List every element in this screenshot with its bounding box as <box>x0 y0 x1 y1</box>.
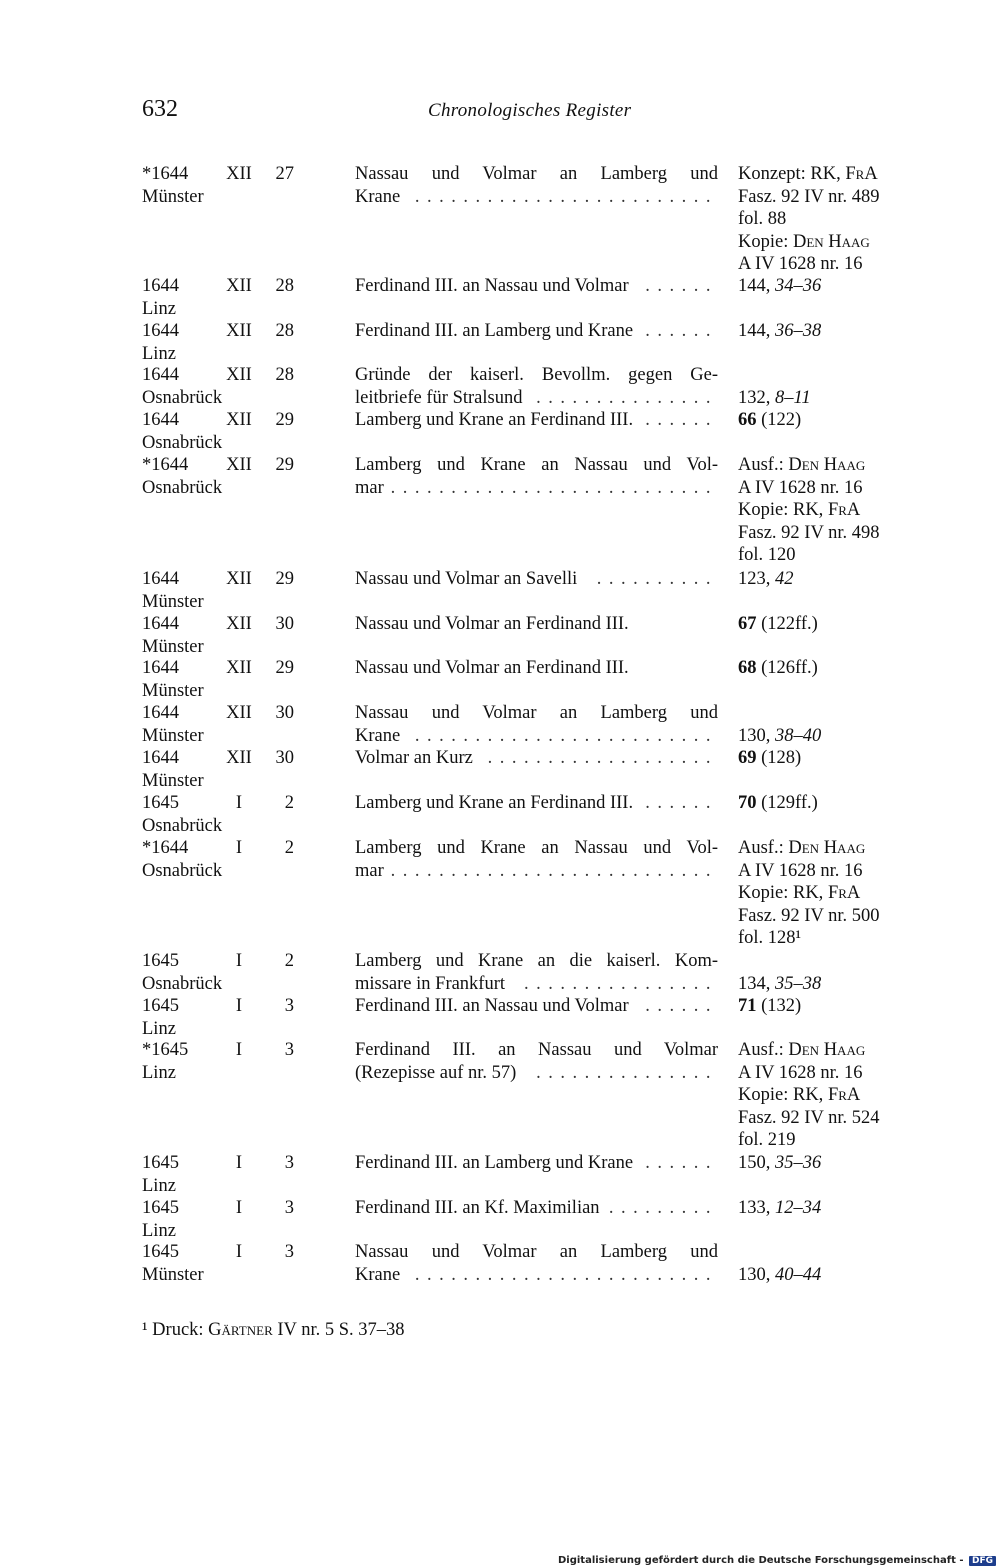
entry-description <box>355 568 718 591</box>
entry-place: Osnabrück <box>142 815 223 836</box>
entry-reference <box>738 792 938 815</box>
reference-line: A IV 1628 nr. 16 <box>738 860 863 881</box>
description-line: Nassau und Volmar an Ferdinand III. <box>355 658 629 678</box>
entry-reference <box>738 747 938 770</box>
entry-reference <box>738 702 938 747</box>
entry-year: 1645 <box>142 1153 179 1173</box>
reference-line: Kopie: RK, FrA <box>738 500 861 520</box>
reference-line: Fasz. 92 IV nr. 489 <box>738 186 880 207</box>
reference-line: fol. 88 <box>738 209 787 229</box>
leader-dots: ........................... <box>390 860 718 881</box>
entry-month: I <box>235 1153 243 1173</box>
reference-line <box>738 1241 938 1264</box>
entry-year: 1645 <box>142 1242 179 1262</box>
reference-line <box>738 950 938 973</box>
entry-day: 29 <box>275 569 294 589</box>
entry-day: 29 <box>275 410 294 430</box>
entry-place: Linz <box>142 1220 176 1241</box>
description-line: Nassau und Volmar an Ferdinand III. <box>355 614 629 634</box>
leader-dots: ...... <box>645 793 718 813</box>
entry-place: Münster <box>142 186 204 207</box>
description-line: Lamberg und Krane an Ferdinand III. ...... <box>355 793 718 813</box>
leader-dots: ......................... <box>414 1264 718 1285</box>
description-line: leitbriefe für Stralsund ............... <box>355 387 718 408</box>
entry-place: Linz <box>142 1175 176 1196</box>
entry-month: I <box>235 1040 243 1060</box>
reference-line: Fasz. 92 IV nr. 524 <box>738 1107 880 1128</box>
entry-year: 1645 <box>142 951 179 971</box>
entry-description <box>355 320 718 343</box>
entry-reference <box>738 657 938 680</box>
entry-place: Linz <box>142 1018 176 1039</box>
entry-day: 3 <box>284 1242 294 1262</box>
reference-line: 133, 12–34 <box>738 1198 822 1218</box>
entry-year: 1644 <box>142 410 179 430</box>
reference-line: A IV 1628 nr. 16 <box>738 1062 863 1083</box>
reference-line: fol. 219 <box>738 1130 796 1150</box>
entry-day: 3 <box>284 1040 294 1060</box>
reference-line: 71 (132) <box>738 996 802 1016</box>
description-line: Krane ......................... <box>355 1264 718 1285</box>
entry-description <box>355 747 718 770</box>
description-line: missare in Frankfurt ................ <box>355 973 718 994</box>
entry-month: XII <box>226 748 252 768</box>
description-line: Nassau und Volmar an Lamberg und <box>355 703 718 723</box>
entry-month: XII <box>226 164 252 184</box>
reference-line: fol. 120 <box>738 545 796 565</box>
description-line: Ferdinand III. an Nassau und Volmar ...... <box>355 996 718 1016</box>
description-line: Ferdinand III. an Nassau und Volmar ...... <box>355 276 718 296</box>
description-line: (Rezepisse auf nr. 57) ............... <box>355 1062 718 1083</box>
description-line: Lamberg und Krane an Ferdinand III. ...... <box>355 410 718 430</box>
entry-reference <box>738 409 938 432</box>
entry-description <box>355 1152 718 1175</box>
entry-day: 2 <box>284 838 294 858</box>
entry-place: Münster <box>142 725 204 746</box>
entry-day: 30 <box>275 614 294 634</box>
reference-line: 66 (122) <box>738 410 802 430</box>
entry-reference <box>738 995 938 1018</box>
entry-month: XII <box>226 276 252 296</box>
reference-line: Ausf.: Den Haag <box>738 455 866 475</box>
description-line: Lamberg und Krane an Nassau und Vol- <box>355 455 718 475</box>
entry-reference <box>738 613 938 636</box>
entry-reference <box>738 1039 938 1152</box>
dfg-logo-icon: DFG <box>969 1556 996 1566</box>
reference-line: 130, 38–40 <box>738 725 822 746</box>
reference-line: Kopie: Den Haag <box>738 231 870 252</box>
entry-place: Münster <box>142 770 204 791</box>
reference-line: 67 (122ff.) <box>738 614 818 634</box>
entry-month: XII <box>226 365 252 385</box>
leader-dots: ........................... <box>390 477 718 498</box>
entry-reference <box>738 275 938 298</box>
entry-year: 1644 <box>142 614 179 634</box>
entry-year: 1645 <box>142 793 179 813</box>
entry-month: XII <box>226 321 252 341</box>
leader-dots: ................ <box>524 973 718 994</box>
entry-description <box>355 364 718 409</box>
leader-dots: ......... <box>608 1198 718 1218</box>
reference-line: fol. 128¹ <box>738 928 802 948</box>
entry-description <box>355 1197 718 1220</box>
digitization-credit <box>558 1555 996 1566</box>
entry-day: 29 <box>275 455 294 475</box>
running-head: Chronologisches Register <box>428 100 632 121</box>
entry-month: I <box>235 1242 243 1262</box>
description-line: Krane ......................... <box>355 186 718 207</box>
description-line: mar ........................... <box>355 477 718 498</box>
entry-year: *1645 <box>142 1040 189 1060</box>
entry-reference <box>738 950 938 995</box>
entry-month: I <box>235 951 243 971</box>
reference-line: A IV 1628 nr. 16 <box>738 254 863 274</box>
entry-month: XII <box>226 410 252 430</box>
reference-line: 123, 42 <box>738 569 794 589</box>
reference-line: 144, 34–36 <box>738 276 822 296</box>
entry-reference <box>738 1241 938 1286</box>
entry-year: *1644 <box>142 164 189 184</box>
entry-year: 1645 <box>142 996 179 1016</box>
entry-year: 1644 <box>142 276 179 296</box>
credit-text: Digitalisierung gefördert durch die Deutsche Forschungsgemeinschaft - <box>557 1555 964 1566</box>
entry-day: 2 <box>284 951 294 971</box>
entry-description <box>355 613 718 636</box>
reference-line: 144, 36–38 <box>738 321 822 341</box>
reference-line: A IV 1628 nr. 16 <box>738 477 863 498</box>
entry-description <box>355 1241 718 1286</box>
entry-reference <box>738 837 938 950</box>
description-line: Gründe der kaiserl. Bevollm. gegen Ge- <box>355 365 718 385</box>
entry-month: I <box>235 1198 243 1218</box>
entry-description <box>355 792 718 815</box>
entry-day: 3 <box>284 996 294 1016</box>
entry-year: 1645 <box>142 1198 179 1218</box>
entry-description <box>355 275 718 298</box>
entry-day: 29 <box>275 658 294 678</box>
description-line: Ferdinand III. an Lamberg und Krane ...... <box>355 1153 718 1173</box>
leader-dots: .......... <box>596 569 718 589</box>
description-line: Lamberg und Krane an die kaiserl. Kom- <box>355 951 718 971</box>
leader-dots: ......................... <box>414 186 718 207</box>
entry-month: XII <box>226 703 252 723</box>
entry-month: XII <box>226 658 252 678</box>
entry-month: I <box>235 793 243 813</box>
entry-place: Linz <box>142 298 176 319</box>
description-line: Ferdinand III. an Lamberg und Krane ...... <box>355 321 718 341</box>
reference-line: 69 (128) <box>738 748 802 768</box>
entry-reference <box>738 320 938 343</box>
reference-line <box>738 364 938 387</box>
entry-place: Linz <box>142 343 176 364</box>
reference-line: 132, 8–11 <box>738 387 811 408</box>
leader-dots: ......................... <box>414 725 718 746</box>
description-line: Krane ......................... <box>355 725 718 746</box>
leader-dots: ...... <box>645 276 718 296</box>
entry-month: XII <box>226 455 252 475</box>
entry-day: 3 <box>284 1153 294 1173</box>
entry-place: Münster <box>142 680 204 701</box>
reference-line: 130, 40–44 <box>738 1264 822 1285</box>
reference-line: Ausf.: Den Haag <box>738 838 866 858</box>
leader-dots: ............... <box>536 1062 718 1083</box>
entry-month: I <box>235 838 243 858</box>
reference-line: 70 (129ff.) <box>738 793 818 813</box>
page-number: 632 <box>142 96 178 122</box>
entry-place: Münster <box>142 636 204 657</box>
entry-month: I <box>235 996 243 1016</box>
entry-place: Osnabrück <box>142 860 223 881</box>
entry-place: Osnabrück <box>142 432 223 453</box>
reference-line: Konzept: RK, FrA <box>738 164 878 184</box>
leader-dots: ...... <box>645 321 718 341</box>
reference-line <box>738 702 938 725</box>
description-line: Nassau und Volmar an Savelli .......... <box>355 569 718 589</box>
reference-line: 134, 35–38 <box>738 973 822 994</box>
entry-place: Linz <box>142 1062 176 1083</box>
description-line: mar ........................... <box>355 860 718 881</box>
entry-description <box>355 409 718 432</box>
entry-description <box>355 163 718 208</box>
leader-dots: ................... <box>487 748 718 768</box>
description-line: Ferdinand III. an Kf. Maximilian ......... <box>355 1198 718 1218</box>
entry-day: 30 <box>275 748 294 768</box>
reference-line: 150, 35–36 <box>738 1153 822 1173</box>
entry-reference <box>738 1197 938 1220</box>
entry-reference <box>738 364 938 409</box>
entry-year: 1644 <box>142 569 179 589</box>
entry-description <box>355 657 718 680</box>
entry-reference <box>738 568 938 591</box>
entry-description <box>355 995 718 1018</box>
entry-description <box>355 950 718 995</box>
entry-day: 3 <box>284 1198 294 1218</box>
entry-day: 28 <box>275 276 294 296</box>
entry-description <box>355 454 718 499</box>
entry-year: *1644 <box>142 838 189 858</box>
leader-dots: ...... <box>645 1153 718 1173</box>
description-line: Volmar an Kurz ................... <box>355 748 718 768</box>
entry-description <box>355 702 718 747</box>
reference-line: Fasz. 92 IV nr. 500 <box>738 905 880 926</box>
description-line: Nassau und Volmar an Lamberg und <box>355 164 718 184</box>
reference-line: Ausf.: Den Haag <box>738 1040 866 1060</box>
entry-year: 1644 <box>142 365 179 385</box>
entry-reference <box>738 454 938 567</box>
entry-year: 1644 <box>142 321 179 341</box>
entry-day: 28 <box>275 365 294 385</box>
entry-day: 27 <box>275 164 294 184</box>
entry-month: XII <box>226 614 252 634</box>
entry-day: 2 <box>284 793 294 813</box>
reference-line: 68 (126ff.) <box>738 658 818 678</box>
entry-day: 28 <box>275 321 294 341</box>
reference-line: Kopie: RK, FrA <box>738 1085 861 1105</box>
entry-place: Osnabrück <box>142 477 223 498</box>
entry-day: 30 <box>275 703 294 723</box>
entry-reference <box>738 1152 938 1175</box>
entry-place: Osnabrück <box>142 973 223 994</box>
leader-dots: ............... <box>536 387 718 408</box>
description-line: Lamberg und Krane an Nassau und Vol- <box>355 838 718 858</box>
entry-reference <box>738 163 938 276</box>
leader-dots: ...... <box>645 996 718 1016</box>
entry-place: Münster <box>142 591 204 612</box>
description-line: Nassau und Volmar an Lamberg und <box>355 1242 718 1262</box>
entry-description <box>355 837 718 882</box>
entry-year: 1644 <box>142 658 179 678</box>
entry-year: 1644 <box>142 703 179 723</box>
leader-dots: ...... <box>645 410 718 430</box>
reference-line: Kopie: RK, FrA <box>738 883 861 903</box>
entry-year: *1644 <box>142 455 189 475</box>
entry-description <box>355 1039 718 1084</box>
entry-place: Münster <box>142 1264 204 1285</box>
description-line: Ferdinand III. an Nassau und Volmar <box>355 1040 718 1060</box>
reference-line: Fasz. 92 IV nr. 498 <box>738 522 880 543</box>
entry-place: Osnabrück <box>142 387 223 408</box>
entry-year: 1644 <box>142 748 179 768</box>
entry-month: XII <box>226 569 252 589</box>
footnote: ¹ Druck: Gärtner IV nr. 5 S. 37–38 <box>142 1320 405 1340</box>
